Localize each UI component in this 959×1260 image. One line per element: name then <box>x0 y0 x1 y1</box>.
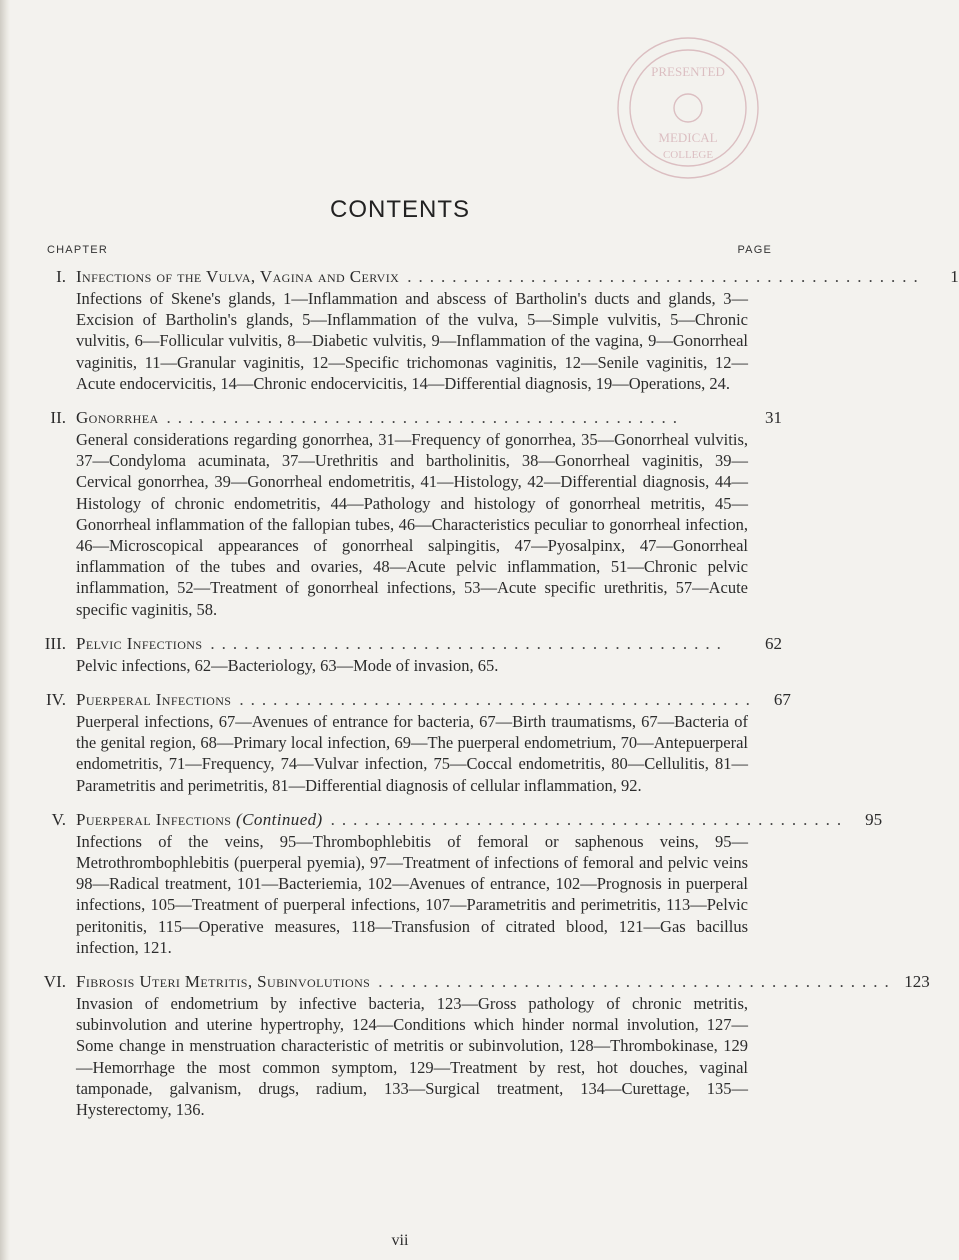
chapter-page: 123 <box>904 972 930 992</box>
chapter-description: Invasion of endometrium by infective bacteria, 123—Gross pathology of chronic metritis, subinvolution and uterine hypertrophy, 124—Conditions which hinder normal involution, 127—Some change in menstruation characteristic of metritis or subinvolution, 128—Thrombokinase, 129—Hemorrhage the most common symptom, 129—Treatment by rest, hot douches, vaginal tamponade, galvanism, drugs, radium, 133—Surgical treatment, 134—Curettage, 135—Hysterectomy, 136. <box>76 994 748 1120</box>
chapter-heading-text: Gonorrhea <box>76 408 159 428</box>
chapter-numeral: III. <box>44 633 66 653</box>
page-column-header: PAGE <box>737 244 772 256</box>
toc-entry <box>38 809 883 958</box>
binding-edge <box>0 0 10 1260</box>
chapter-heading <box>76 971 896 993</box>
leader-dots: .............................................. <box>378 972 896 992</box>
leader-dots: .............................................. <box>239 690 757 710</box>
leader-dots: .............................................. <box>330 809 849 829</box>
chapter-numeral: V. <box>51 809 66 829</box>
chapter-page: 95 <box>865 809 883 829</box>
leader-dots: .............................................. <box>407 267 925 286</box>
chapter-heading-suffix: (Continued) <box>236 809 323 829</box>
chapter-heading <box>76 266 925 288</box>
chapter-numeral: II. <box>50 408 66 428</box>
chapter-heading-text: Fibrosis Uteri Metritis, Subinvolutions <box>76 972 371 992</box>
toc-entry <box>38 971 930 1120</box>
toc-entry <box>38 266 959 394</box>
chapter-description: General considerations regarding gonorrhea, 31—Frequency of gonorrhea, 35—Gonorrheal vulvitis, 37—Condyloma acuminata, 37—Urethritis and bartholinitis, 38—Gonorrheal vaginitis, 39—Cervical gonorrhea, 39—Gonorrheal endometritis, 41—Histology, 42—Differential diagnosis, 44—Histology of chronic endometritis, 44—Pathology and histology of gonorrheal metritis, 45—Gonorrheal inflammation of the fallopian tubes, 46—Characteristics peculiar to gonorrheal infection, 46—Microscopical appearances of gonorrheal salpingitis, 47—Pyosalpinx, 47—Gonorrheal inflammation of the tubes and ovaries, 48—Acute pelvic inflammation, 51—Chronic pelvic inflammation, 52—Treatment of gonorrheal infections, 53—Acute specific urethritis, 57—Acute specific vaginitis, 58. <box>76 430 748 619</box>
toc-list <box>38 266 959 1133</box>
chapter-heading <box>76 633 748 655</box>
chapter-heading <box>76 689 757 711</box>
leader-dots: .............................................. <box>210 633 728 653</box>
stamp-line-3: COLLEGE <box>662 149 714 161</box>
chapter-description: Infections of the veins, 95—Thrombophlebitis of femoral or saphenous veins, 95—Metrothrombophlebitis (puerperal pyemia), 97—Treatment of infections of femoral and pelvic veins 98—Radical treatment, 101—Bacteriemia, 102—Avenues of entrance, 102—Prognosis in puerperal infections, 105—Treatment of puerperal infections, 107—Parametritis and perimetritis, 113—Pelvic peritonitis, 115—Operative measures, 118—Transfusion of citrated blood, 121—Gas bacillus infection, 121. <box>76 831 748 957</box>
page-folio: vii <box>391 1232 409 1249</box>
chapter-numeral: VI. <box>43 972 66 992</box>
chapter-description: Pelvic infections, 62—Bacteriology, 63—Mode of invasion, 65. <box>76 655 499 675</box>
library-stamp-icon <box>548 20 798 180</box>
stamp-line-2: MEDICAL <box>658 130 718 145</box>
stamp-line-1: PRESENTED <box>651 64 725 79</box>
chapter-page: 31 <box>765 408 782 428</box>
chapter-page: 67 <box>773 690 791 710</box>
chapter-heading-text: Infections of the Vulva, Vagina and Cervix <box>76 267 400 286</box>
toc-entry <box>38 407 782 620</box>
chapter-numeral: I. <box>56 267 66 286</box>
chapter-description: Puerperal infections, 67—Avenues of entrance for bacteria, 67—Birth traumatisms, 67—Bacteria of the genital region, 68—Primary local infection, 69—The puerperal endometrium, 70—Antepuerperal endometritis, 71—Frequency, 74—Vulvar infection, 75—Coccal endometritis, 80—Cellulitis, 81—Parametritis and perimetritis, 81—Differential diagnosis of cellular inflammation, 92. <box>76 712 748 795</box>
chapter-heading <box>76 809 848 831</box>
chapter-page: 1 <box>950 267 959 286</box>
chapter-page: 62 <box>765 633 782 653</box>
chapter-heading-text: Pelvic Infections <box>76 633 203 653</box>
chapter-heading-text: Puerperal Infections <box>76 809 232 829</box>
toc-entry <box>38 633 782 676</box>
chapter-numeral: IV. <box>46 690 66 710</box>
page-title: CONTENTS <box>330 196 470 223</box>
chapter-column-header: CHAPTER <box>47 244 108 256</box>
chapter-heading <box>76 407 748 429</box>
chapter-description: Infections of Skene's glands, 1—Inflammation and abscess of Bartholin's ducts and glands, 3—Excision of Bartholin's glands, 5—Inflammation of the vulva, 5—Simple vulvitis, 5—Chronic vulvitis, 6—Follicular vulvitis, 8—Diabetic vulvitis, 9—Inflammation of the vagina, 9—Gonorrheal vaginitis, 11—Granular vaginitis, 12—Specific trichomonas vaginitis, 12—Senile vaginitis, 12—Acute endocervicitis, 14—Chronic endocervicitis, 14—Differential diagnosis, 19—Operations, 24. <box>76 289 748 393</box>
chapter-heading-text: Puerperal Infections <box>76 690 232 710</box>
leader-dots: .............................................. <box>166 408 685 428</box>
toc-entry <box>38 689 791 796</box>
